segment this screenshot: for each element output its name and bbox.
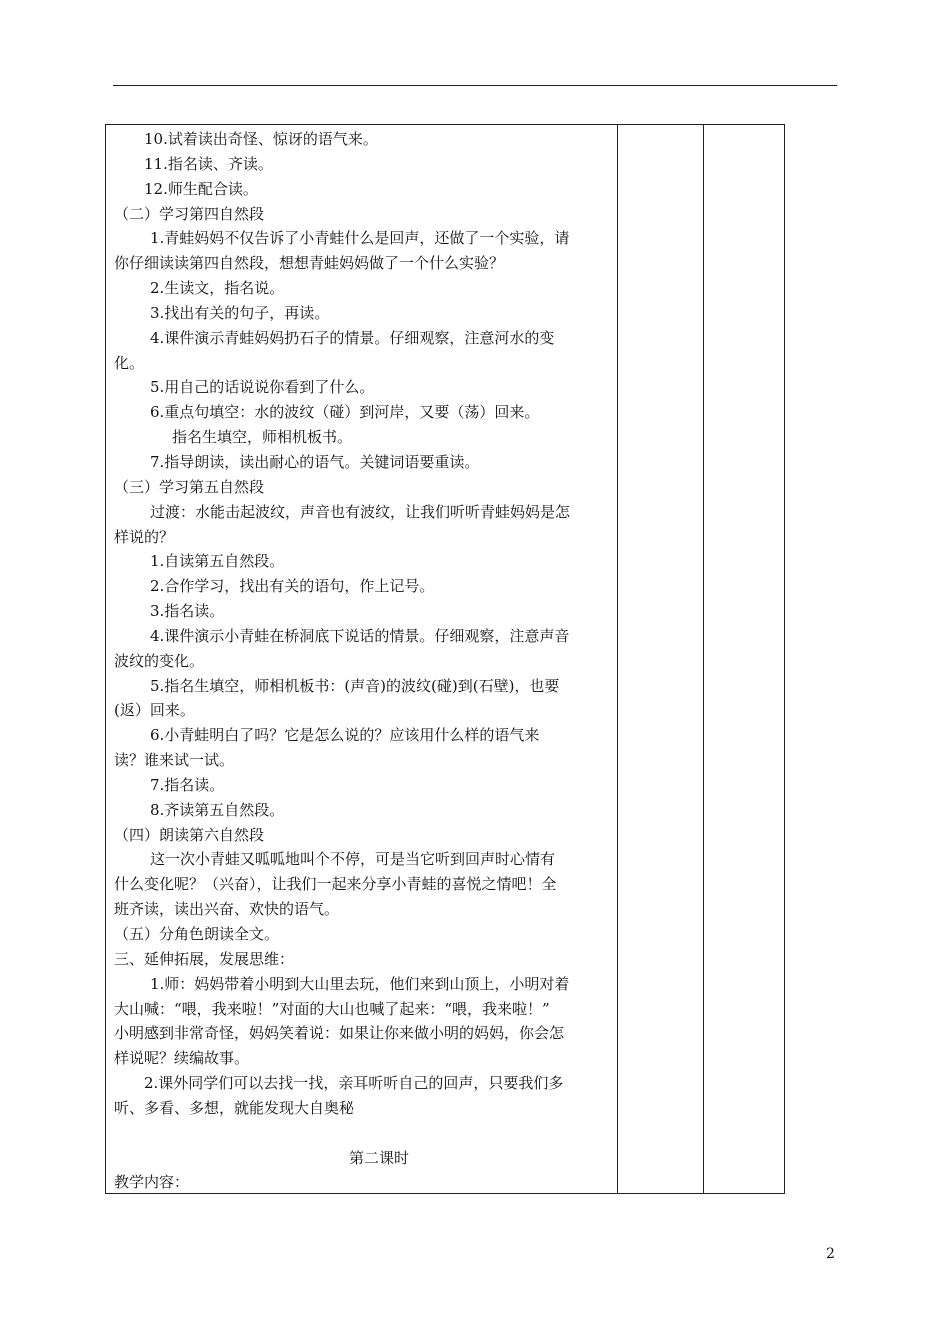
text-line: 这一次小青蛙又呱呱地叫个不停，可是当它听到回声时心情有 — [150, 850, 556, 869]
text-line: 11.指名读、齐读。 — [144, 154, 273, 173]
lesson-period-title: 第二课时 — [348, 1148, 409, 1167]
text-line: 听、多看、多想，就能发现大自奥秘 — [114, 1098, 355, 1117]
text-line: 7.指导朗读，读出耐心的语气。关键词语要重读。 — [150, 452, 480, 471]
text-line: 10.试着读出奇怪、惊讶的语气来。 — [144, 130, 378, 148]
text-line: 指名生填空，师相机板书。 — [172, 428, 353, 447]
text-line: 你仔细读读第四自然段，想想青蛙妈妈做了一个什么实验？ — [114, 254, 505, 273]
text-line: 大山喊：“喂，我来啦！”对面的大山也喊了起来：“喂，我来啦！” — [114, 999, 550, 1018]
text-line: 1.青蛙妈妈不仅告诉了小青蛙什么是回声，还做了一个实验，请 — [150, 229, 570, 248]
text-line: 6.小青蛙明白了吗？它是怎么说的？应该用什么样的语气来 — [150, 726, 540, 745]
section-heading: （三）学习第五自然段 — [114, 477, 265, 496]
text-line: (返）回来。 — [114, 701, 195, 720]
text-line: 小明感到非常奇怪，妈妈笑着说：如果让你来做小明的妈妈，你会怎 — [114, 1024, 565, 1043]
column-divider-notes — [617, 125, 618, 1193]
text-line: 读？谁来试一试。 — [114, 751, 235, 770]
teaching-content-label: 教学内容： — [114, 1173, 190, 1192]
text-line: 什么变化呢？（兴奋），让我们一起来分享小青蛙的喜悦之情吧！全 — [114, 875, 557, 894]
text-line: 3.指名读。 — [150, 602, 225, 621]
text-line: 7.指名读。 — [150, 775, 225, 794]
text-line: 化。 — [114, 353, 145, 372]
text-line: 过渡：水能击起波纹，声音也有波纹，让我们听听青蛙妈妈是怎 — [150, 502, 571, 521]
text-line: 3.找出有关的句子，再读。 — [150, 303, 330, 322]
column-divider-remarks — [703, 125, 704, 1193]
text-line: 12.师生配合读。 — [144, 179, 258, 198]
page-number: 2 — [826, 1246, 835, 1262]
text-line: 班齐读，读出兴奋、欢快的语气。 — [114, 900, 340, 919]
section-heading: 三、延伸拓展，发展思维： — [114, 949, 295, 968]
text-line: 8.齐读第五自然段。 — [150, 800, 285, 819]
text-line: 2.课外同学们可以去找一找，亲耳听听自己的回声，只要我们多 — [144, 1074, 564, 1093]
text-line: 1.自读第五自然段。 — [150, 552, 285, 571]
text-line: 1.师：妈妈带着小明到大山里去玩，他们来到山顶上，小明对着 — [150, 974, 570, 993]
text-line: 波纹的变化。 — [114, 651, 205, 670]
text-line: 4.课件演示青蛙妈妈扔石子的情景。仔细观察，注意河水的变 — [150, 328, 555, 347]
text-line: 6.重点句填空：水的波纹（碰）到河岸，又要（荡）回来。 — [150, 403, 540, 422]
text-line: 5.用自己的话说说你看到了什么。 — [150, 378, 375, 397]
section-heading: （五）分角色朗读全文。 — [114, 925, 280, 943]
text-line: 2.生读文，指名说。 — [150, 279, 285, 298]
text-line: 样说的？ — [114, 527, 175, 546]
text-line: 样说呢？续编故事。 — [114, 1049, 250, 1068]
section-heading: （二）学习第四自然段 — [114, 204, 265, 223]
lesson-content-cell — [106, 127, 612, 1195]
header-rule — [113, 85, 837, 86]
lesson-plan-table — [105, 124, 785, 1194]
text-line: 2.合作学习，找出有关的语句，作上记号。 — [150, 577, 435, 596]
blank-line — [106, 1121, 612, 1146]
text-line: 5.指名生填空，师相机板书：(声音)的波纹(碰)到(石壁)，也要 — [150, 676, 560, 695]
section-heading: （四）朗读第六自然段 — [114, 825, 265, 844]
text-line: 4.课件演示小青蛙在桥洞底下说话的情景。仔细观察，注意声音 — [150, 626, 570, 645]
